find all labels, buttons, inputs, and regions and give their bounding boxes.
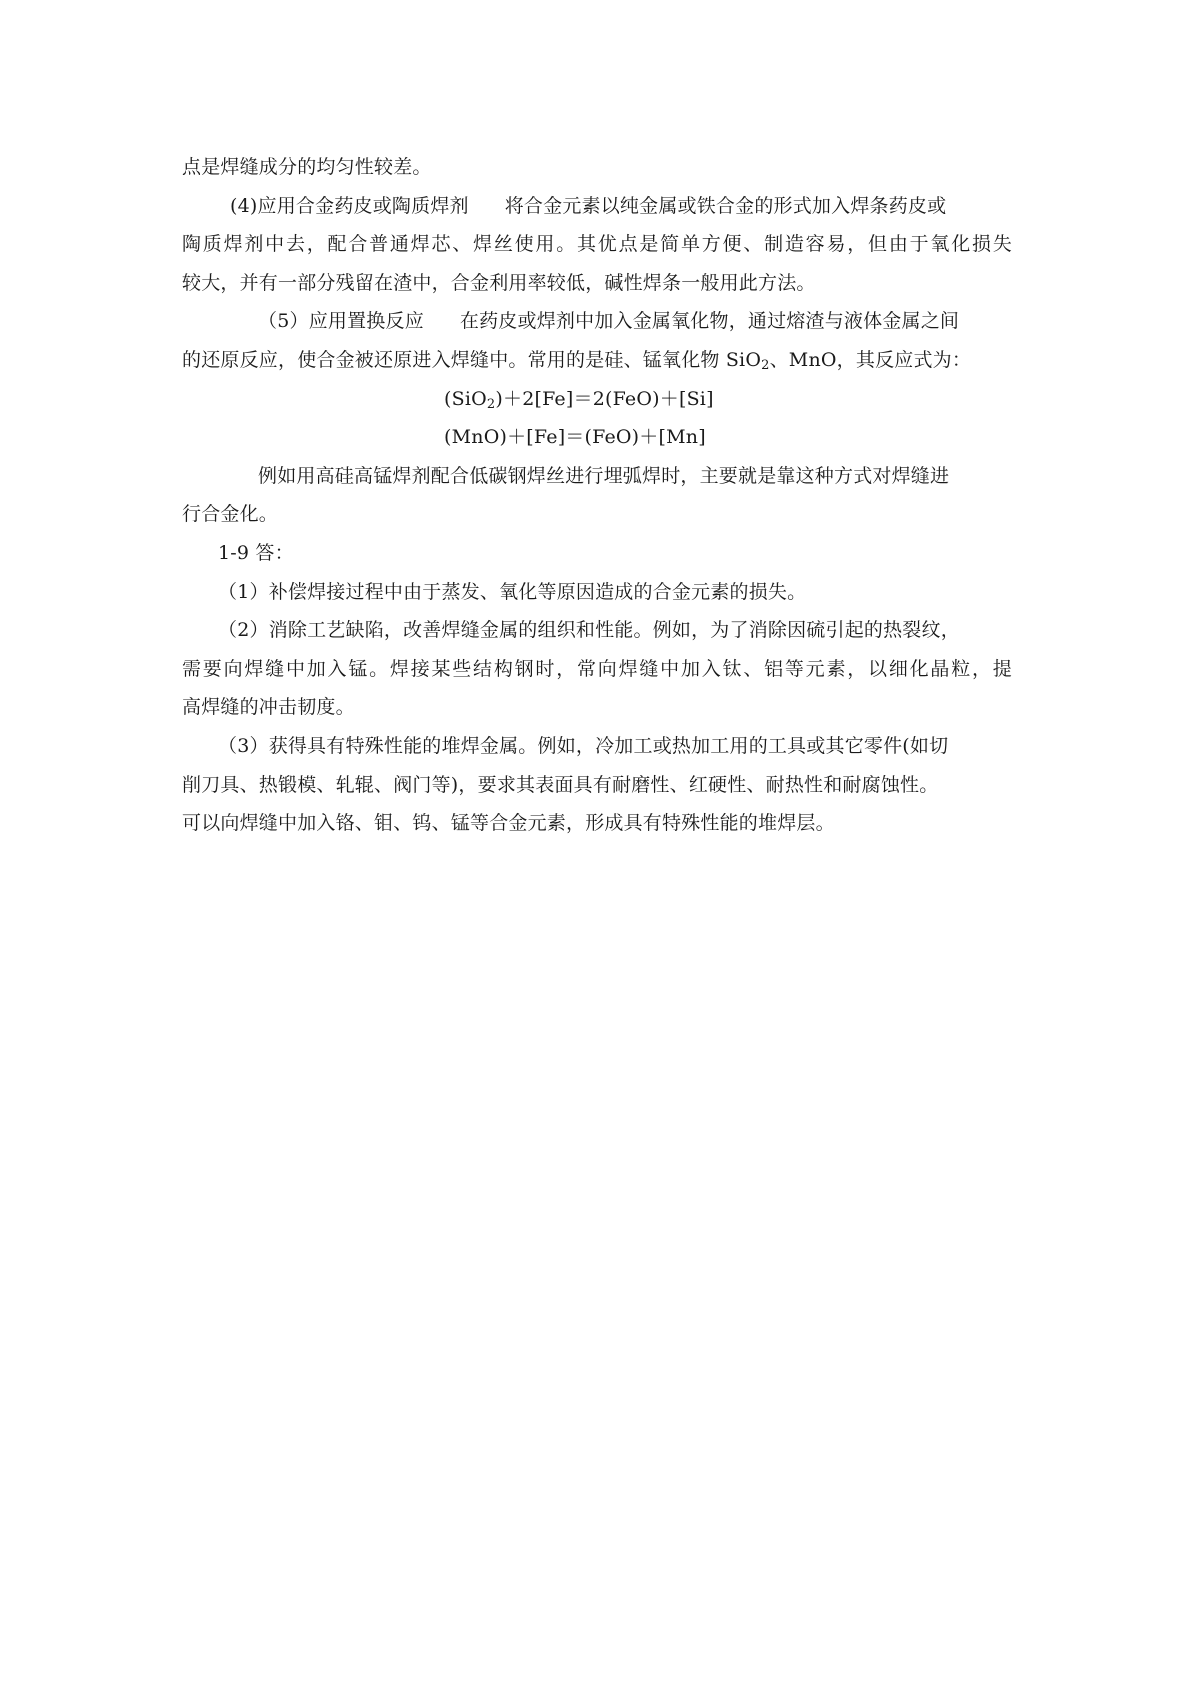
text-line [182, 187, 1012, 226]
paragraph-text: 陶质焊剂中去，配合普通焊芯、焊丝使用。其优点是简单方便、制造容易，但由于氧化损失 [182, 233, 1012, 256]
equation-text: )＋2[Fe]＝2(FeO)＋[Si] [495, 387, 714, 410]
text-line [182, 573, 1012, 612]
text-line [182, 727, 1012, 766]
paragraph-text: 需要向焊缝中加入锰。焊接某些结构钢时，常向焊缝中加入钛、铝等元素，以细化晶粒，提 [182, 657, 1012, 680]
text-line [182, 264, 1012, 303]
text-line [182, 766, 1012, 805]
paragraph-text: 点是焊缝成分的均匀性较差。 [182, 156, 432, 178]
paragraph-text: 行合金化。 [182, 503, 279, 526]
text-line [182, 148, 1012, 187]
paragraph-text: 、MnO，其反应式为： [769, 348, 972, 371]
subscript: 2 [486, 396, 496, 412]
text-line [182, 457, 1012, 496]
text-line [182, 688, 1012, 727]
text-line [182, 534, 1012, 573]
paragraph-text: 在药皮或焊剂中加入金属氧化物，通过熔渣与液体金属之间 [459, 310, 960, 333]
text-line [182, 225, 1012, 264]
equation-text: (MnO)＋[Fe]＝(FeO)＋[Mn] [444, 426, 706, 449]
paragraph-text: 削刀具、热锻模、轧辊、阀门等)，要求其表面具有耐磨性、红硬性、耐热性和耐腐蚀性。 [182, 773, 939, 796]
paragraph-text: 例如用高硅高锰焊剂配合低碳钢焊丝进行埋弧焊时，主要就是靠这种方式对焊缝进 [258, 464, 950, 487]
equation-text: (SiO [444, 387, 487, 410]
equation-1 [182, 380, 1012, 419]
paragraph-text: 将合金元素以纯金属或铁合金的形式加入焊条药皮或 [504, 194, 947, 217]
paragraph-text: （3）获得具有特殊性能的堆焊金属。例如，冷加工或热加工用的工具或其它零件(如切 [218, 734, 949, 757]
paragraph-text: 可以向焊缝中加入铬、钼、钨、锰等合金元素，形成具有特殊性能的堆焊层。 [182, 812, 835, 835]
paragraph-text: 高焊缝的冲击韧度。 [182, 696, 355, 719]
paragraph-text: 较大，并有一部分残留在渣中，合金利用率较低，碱性焊条一般用此方法。 [182, 271, 816, 294]
text-line [182, 341, 1012, 380]
text-line [182, 302, 1012, 341]
paragraph-text: （2）消除工艺缺陷，改善焊缝金属的组织和性能。例如，为了消除因硫引起的热裂纹， [218, 619, 960, 642]
text-line [182, 804, 1012, 843]
section-heading-5: （5）应用置换反应 [258, 310, 424, 333]
subscript: 2 [761, 357, 770, 373]
section-heading-4: (4)应用合金药皮或陶质焊剂 [230, 194, 469, 217]
text-line [182, 650, 1012, 689]
paragraph-text: （1）补偿焊接过程中由于蒸发、氧化等原因造成的合金元素的损失。 [218, 580, 807, 603]
text-line [182, 611, 1012, 650]
equation-2 [182, 418, 1012, 457]
paragraph-text: 的还原反应，使合金被还原进入焊缝中。常用的是硅、锰氧化物 SiO [182, 348, 762, 371]
text-line [182, 495, 1012, 534]
question-heading: 1-9 答： [218, 541, 294, 564]
document-page [182, 148, 1012, 843]
